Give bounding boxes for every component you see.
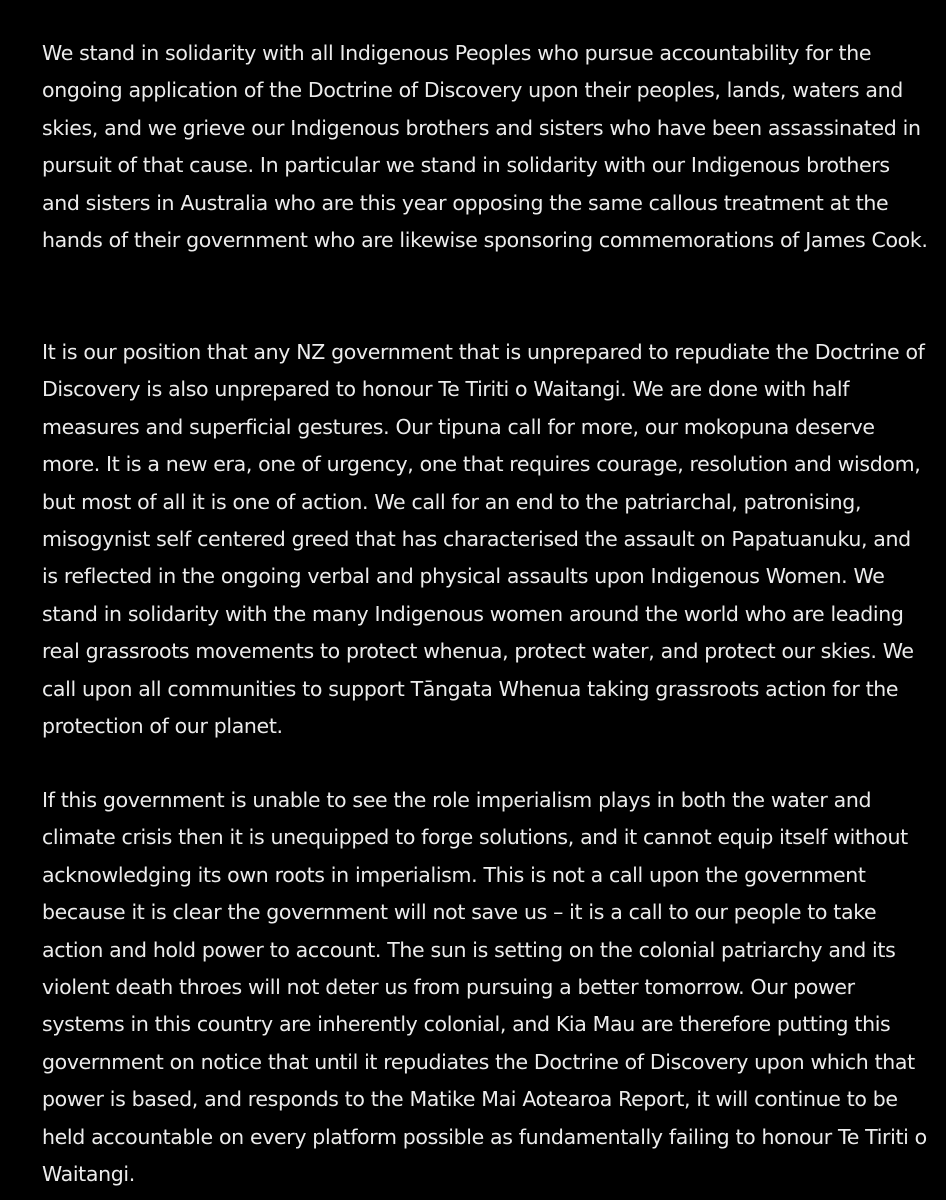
paragraph-solidarity: We stand in solidarity with all Indigenous Peoples who pursue accountability for the ongoing application of the Doctrine of Discovery upon their peoples, lands, waters and skies, and we grieve our Indigenous brothers and sisters who have been assassinated in pursuit of that cause. In particular we stand in solidarity with our Indigenous brothers and sisters in Australia who are this year opposing the same callous treatment at the hands of their government who are likewise sponsoring commemorations of James Cook. <box>42 41 928 253</box>
paragraph-imperialism: If this government is unable to see the role imperialism plays in both the water and climate crisis then it is unequipped to forge solutions, and it cannot equip itself without acknowledging its own roots in imperialism. This is not a call upon the government because it is clear the government will not save us – it is a call to our people to take action and hold power to account. The sun is setting on the colonial patriarchy and its violent death throes will not deter us from pursuing a better tomorrow. Our power systems in this country are inherently colonial, and Kia Mau are therefore putting this government on notice that until it repudiates the Doctrine of Discovery upon which that power is based, and responds to the Matike Mai Aotearoa Report, it will continue to be held accountable on every platform possible as fundamentally failing to honour Te Tiriti o Waitangi. <box>42 788 927 1187</box>
paragraph-position: It is our position that any NZ government that is unprepared to repudiate the Doctrine of Discovery is also unprepared to honour Te Tiriti o Waitangi. We are done with half measures and superficial gestures. Our tipuna call for more, our mokopuna deserve more. It is a new era, one of urgency, one that requires courage, resolution and wisdom, but most of all it is one of action. We call for an end to the patriarchal, patronising, misogynist self centered greed that has characterised the assault on Papatuanuku, and is reflected in the ongoing verbal and physical assaults upon Indigenous Women. We stand in solidarity with the many Indigenous women around the world who are leading real grassroots movements to protect whenua, protect water, and protect our skies. We call upon all communities to support Tāngata Whenua taking grassroots action for the protection of our planet. <box>42 340 925 739</box>
